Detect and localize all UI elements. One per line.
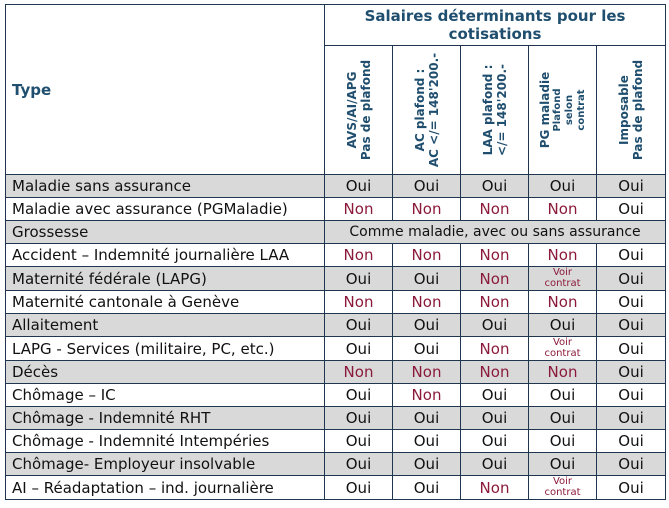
value-oui: Oui xyxy=(549,432,576,450)
cell-value xyxy=(461,175,529,198)
value-non: Non xyxy=(479,293,510,311)
table-row xyxy=(6,244,666,267)
value-oui: Oui xyxy=(481,432,508,450)
cell-value xyxy=(597,407,666,430)
cell-value xyxy=(461,291,529,314)
cell-value xyxy=(529,407,597,430)
cell-value xyxy=(325,198,393,221)
value-non: Non xyxy=(479,478,510,497)
header-col-avs-line2: Pas de plafond xyxy=(358,59,373,161)
value-non: Non xyxy=(411,293,442,311)
table-row xyxy=(6,267,666,291)
value-oui: Oui xyxy=(618,246,644,264)
table-row xyxy=(6,476,666,500)
value-oui: Oui xyxy=(413,339,440,358)
cell-value xyxy=(529,267,597,291)
cell-value xyxy=(393,175,461,198)
value-oui: Oui xyxy=(549,386,576,404)
cell-value xyxy=(325,267,393,291)
value-non: Non xyxy=(479,200,510,218)
row-type-label: Allaitement xyxy=(6,314,325,337)
value-oui: Oui xyxy=(618,386,644,404)
row-type-label: Chômage- Employeur insolvable xyxy=(6,453,325,476)
value-non: Non xyxy=(547,293,578,311)
cell-value xyxy=(597,175,666,198)
value-oui: Oui xyxy=(549,316,576,334)
value-non: Non xyxy=(547,246,578,264)
value-oui: Oui xyxy=(618,200,644,218)
value-oui: Oui xyxy=(345,269,372,288)
header-col-avs xyxy=(325,46,393,175)
cell-value xyxy=(325,430,393,453)
row-type-label: Chômage - Indemnité Intempéries xyxy=(6,430,325,453)
cell-value xyxy=(393,337,461,361)
table-row xyxy=(6,175,666,198)
value-oui: Oui xyxy=(549,455,576,473)
value-non: Non xyxy=(411,246,442,264)
header-type: Type xyxy=(6,5,325,175)
cell-value xyxy=(529,453,597,476)
cell-value xyxy=(393,430,461,453)
table-row xyxy=(6,361,666,384)
value-oui: Oui xyxy=(618,269,644,288)
row-type-label: AI – Réadaptation – ind. journalière xyxy=(6,476,325,500)
value-oui: Oui xyxy=(549,409,576,427)
value-non: Non xyxy=(411,386,442,404)
value-oui: Oui xyxy=(345,432,372,450)
table-row xyxy=(6,407,666,430)
header-col-laa-line1: LAA plafond : xyxy=(480,64,495,156)
cell-value xyxy=(529,175,597,198)
row-type-label: Maternité fédérale (LAPG) xyxy=(6,267,325,291)
header-col-avs-line1: AVS/AI/APG xyxy=(344,71,359,149)
row-type-label: Maladie avec assurance (PGMaladie) xyxy=(6,198,325,221)
row-type-label: Décès xyxy=(6,361,325,384)
cell-value xyxy=(325,476,393,500)
cell-value xyxy=(529,430,597,453)
value-non: Non xyxy=(479,269,510,288)
cell-value xyxy=(529,476,597,500)
header-col-ac xyxy=(393,46,461,175)
value-oui: Oui xyxy=(481,409,508,427)
cell-value xyxy=(461,430,529,453)
value-oui: Oui xyxy=(413,316,440,334)
cell-value xyxy=(461,476,529,500)
row-type-label: Maladie sans assurance xyxy=(6,175,325,198)
cell-value xyxy=(597,361,666,384)
value-voir-contrat: Voir contrat xyxy=(544,476,581,498)
value-oui: Oui xyxy=(481,455,508,473)
table-row xyxy=(6,384,666,407)
value-oui: Oui xyxy=(413,177,440,195)
value-oui: Oui xyxy=(618,432,644,450)
cell-value xyxy=(529,198,597,221)
cell-value xyxy=(461,198,529,221)
cell-value xyxy=(597,453,666,476)
cell-value xyxy=(393,267,461,291)
cell-value xyxy=(325,244,393,267)
value-oui: Oui xyxy=(618,339,644,358)
value-non: Non xyxy=(343,293,374,311)
cell-value xyxy=(461,453,529,476)
value-non: Non xyxy=(479,363,510,381)
cell-value xyxy=(597,384,666,407)
value-oui: Oui xyxy=(413,455,440,473)
cell-value xyxy=(461,361,529,384)
cell-value xyxy=(529,361,597,384)
cell-value xyxy=(529,291,597,314)
value-oui: Oui xyxy=(618,316,644,334)
row-type-label: LAPG - Services (militaire, PC, etc.) xyxy=(6,337,325,361)
cell-value xyxy=(393,314,461,337)
value-oui: Oui xyxy=(481,316,508,334)
value-oui: Oui xyxy=(618,293,644,311)
cell-value xyxy=(393,384,461,407)
value-oui: Oui xyxy=(413,269,440,288)
value-oui: Oui xyxy=(345,316,372,334)
table-row xyxy=(6,198,666,221)
value-oui: Oui xyxy=(345,339,372,358)
value-oui: Oui xyxy=(481,177,508,195)
value-oui: Oui xyxy=(549,177,576,195)
table-body xyxy=(6,175,666,500)
value-oui: Oui xyxy=(481,386,508,404)
cell-value xyxy=(393,244,461,267)
value-non: Non xyxy=(343,200,374,218)
cell-value xyxy=(597,291,666,314)
cell-value xyxy=(325,175,393,198)
cell-value xyxy=(325,337,393,361)
value-oui: Oui xyxy=(618,409,644,427)
cell-value xyxy=(393,476,461,500)
cell-value xyxy=(597,267,666,291)
value-non: Non xyxy=(411,200,442,218)
header-col-pg xyxy=(529,46,597,175)
row-type-label: Accident – Indemnité journalière LAA xyxy=(6,244,325,267)
cell-value xyxy=(393,198,461,221)
value-non: Non xyxy=(479,339,510,358)
table-row xyxy=(6,314,666,337)
value-oui: Oui xyxy=(618,455,644,473)
cell-value xyxy=(325,361,393,384)
cell-value xyxy=(529,384,597,407)
value-non: Non xyxy=(411,363,442,381)
row-type-label: Chômage - Indemnité RHT xyxy=(6,407,325,430)
header-col-imposable-line2: Pas de plafond xyxy=(631,59,646,161)
value-oui: Oui xyxy=(345,478,372,497)
cell-value xyxy=(597,430,666,453)
cell-value xyxy=(325,314,393,337)
table-row xyxy=(6,291,666,314)
value-oui: Oui xyxy=(618,478,644,497)
cell-value xyxy=(325,384,393,407)
value-non: Non xyxy=(547,363,578,381)
cell-value xyxy=(461,407,529,430)
row-span-note: Comme maladie, avec ou sans assurance xyxy=(325,221,666,244)
header-col-pg-line2: Plafond selon contrat xyxy=(551,88,587,132)
value-non: Non xyxy=(479,246,510,264)
cell-value xyxy=(325,407,393,430)
table-row xyxy=(6,337,666,361)
value-oui: Oui xyxy=(345,386,372,404)
cell-value xyxy=(529,337,597,361)
value-non: Non xyxy=(547,200,578,218)
cell-value xyxy=(461,384,529,407)
cell-value xyxy=(461,267,529,291)
cell-value xyxy=(597,337,666,361)
value-voir-contrat: Voir contrat xyxy=(544,337,581,359)
table-row xyxy=(6,453,666,476)
cell-value xyxy=(393,407,461,430)
contributions-table-container xyxy=(5,4,666,500)
table-row xyxy=(6,221,666,244)
cell-value xyxy=(461,337,529,361)
header-col-laa xyxy=(461,46,529,175)
value-oui: Oui xyxy=(413,409,440,427)
value-non: Non xyxy=(343,246,374,264)
cell-value xyxy=(393,453,461,476)
value-oui: Oui xyxy=(345,455,372,473)
row-type-label: Grossesse xyxy=(6,221,325,244)
cell-value xyxy=(325,291,393,314)
header-col-ac-line2: AC </= 148'200.- xyxy=(426,52,441,168)
value-oui: Oui xyxy=(413,432,440,450)
cell-value xyxy=(597,244,666,267)
cell-value xyxy=(597,314,666,337)
cell-value xyxy=(529,314,597,337)
value-oui: Oui xyxy=(345,409,372,427)
table-row xyxy=(6,430,666,453)
cell-value xyxy=(529,244,597,267)
value-oui: Oui xyxy=(413,478,440,497)
header-col-laa-line2: </= 148'200.- xyxy=(494,64,509,156)
header-col-pg-line1: PG maladie xyxy=(537,71,552,149)
value-oui: Oui xyxy=(345,177,372,195)
value-oui: Oui xyxy=(618,363,644,381)
value-oui: Oui xyxy=(618,177,644,195)
header-col-ac-line1: AC plafond : xyxy=(412,68,427,152)
cell-value xyxy=(461,314,529,337)
cell-value xyxy=(393,361,461,384)
header-group-title: Salaires déterminants pour les cotisations xyxy=(325,5,666,46)
row-type-label: Chômage – IC xyxy=(6,384,325,407)
value-voir-contrat: Voir contrat xyxy=(544,267,581,289)
cell-value xyxy=(597,198,666,221)
value-non: Non xyxy=(343,363,374,381)
cell-value xyxy=(393,291,461,314)
header-col-imposable-line1: Imposable xyxy=(617,75,632,145)
cell-value xyxy=(461,244,529,267)
header-col-imposable xyxy=(597,46,666,175)
cell-value xyxy=(597,476,666,500)
cell-value xyxy=(325,453,393,476)
row-type-label: Maternité cantonale à Genève xyxy=(6,291,325,314)
contributions-table xyxy=(5,4,666,500)
